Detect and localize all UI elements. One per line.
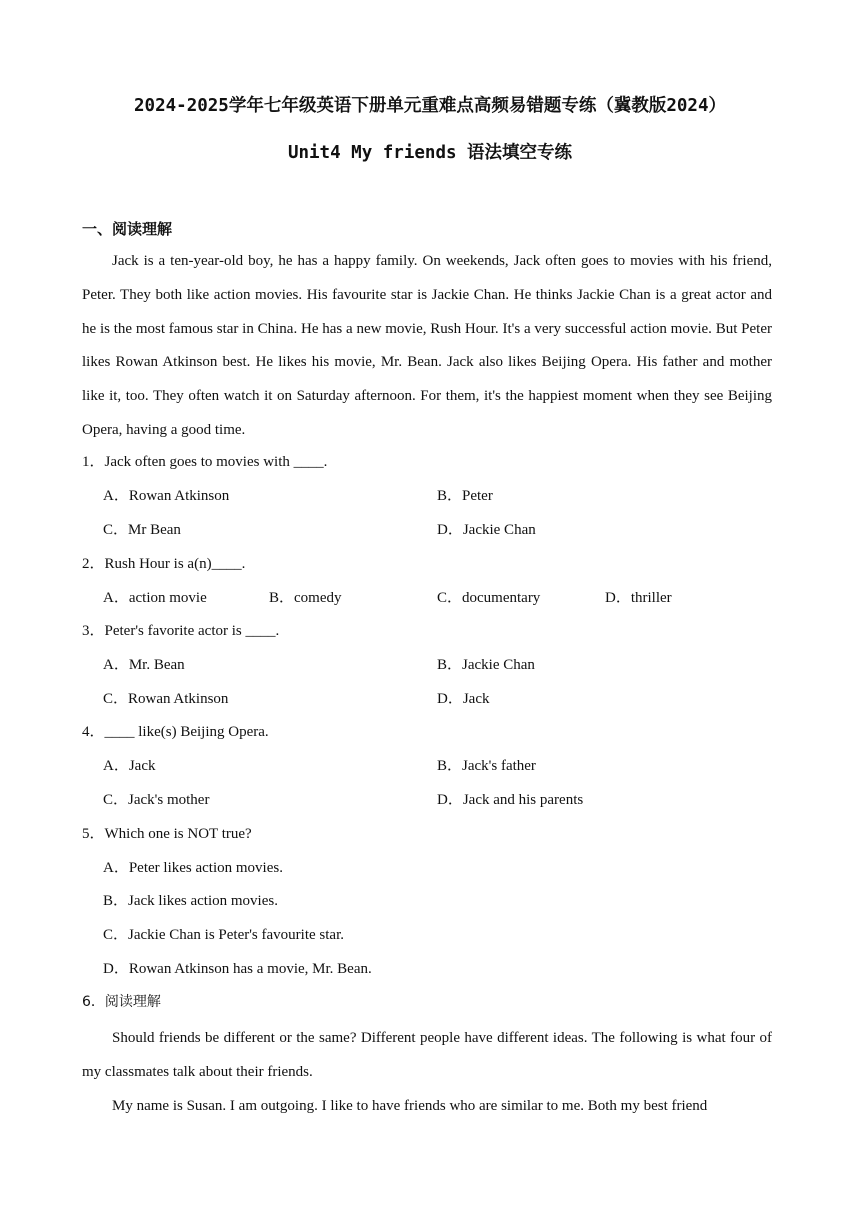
question-4-option-c: C．Jack's mother <box>103 792 210 808</box>
question-5-option-a: A．Peter likes action movies. <box>103 860 283 876</box>
reading-passage-1: Jack is a ten-year-old boy, he has a happy family. On weekends, Jack often goes to movies with his friend, Peter. They both like action movies. His favourite star is Jackie Chan. He thinks Jackie Chan is a great actor and he is the most famous star in China. He has a new movie, Rush Hour. It's a very successful action movie. But Peter likes Rowan Atkinson best. He likes his movie, Mr. Bean. Jack also likes Beijing Opera. His father and mother like it, too. They often watch it on Saturday afternoon. For them, it's the happiest moment when they see Beijing Opera, having a good time. <box>82 253 772 438</box>
question-3-stem: 3．Peter's favorite actor is ____. <box>82 623 280 639</box>
question-3-option-a: A．Mr. Bean <box>103 657 185 673</box>
question-3-option-d: D．Jack <box>437 691 490 707</box>
document-title: 2024-2025学年七年级英语下册单元重难点高频易错题专练（冀教版2024） <box>134 96 726 116</box>
question-6-stem: 6．阅读理解 <box>82 994 161 1010</box>
question-5-option-c: C．Jackie Chan is Peter's favourite star. <box>103 927 344 943</box>
question-1-option-a: A．Rowan Atkinson <box>103 488 230 504</box>
section-heading: 一、阅读理解 <box>82 220 173 238</box>
question-2-option-d: D．thriller <box>605 590 672 606</box>
question-4-option-b: B．Jack's father <box>437 758 536 774</box>
question-5-option-d: D．Rowan Atkinson has a movie, Mr. Bean. <box>103 961 372 977</box>
question-5-stem: 5．Which one is NOT true? <box>82 826 252 842</box>
question-4-stem: 4．____ like(s) Beijing Opera. <box>82 724 269 740</box>
question-2-option-c: C．documentary <box>437 590 541 606</box>
reading-passage-3: My name is Susan. I am outgoing. I like to have friends who are similar to me. Both my best friend <box>112 1098 708 1114</box>
question-1-option-b: B．Peter <box>437 488 493 504</box>
question-3-option-c: C．Rowan Atkinson <box>103 691 229 707</box>
document-subtitle: Unit4 My friends 语法填空专练 <box>287 143 573 163</box>
question-1-stem: 1．Jack often goes to movies with ____. <box>82 454 328 470</box>
reading-passage-2: Should friends be different or the same? Different people have different ideas. The following is what four of my classmates talk about their friends. <box>82 1030 772 1080</box>
question-2-stem: 2．Rush Hour is a(n)____. <box>82 556 246 572</box>
question-5-option-b: B．Jack likes action movies. <box>103 893 278 909</box>
question-1-option-d: D．Jackie Chan <box>437 522 536 538</box>
question-3-option-b: B．Jackie Chan <box>437 657 535 673</box>
question-4-option-d: D．Jack and his parents <box>437 792 584 808</box>
question-2-option-a: A．action movie <box>103 590 207 606</box>
question-1-option-c: C．Mr Bean <box>103 522 181 538</box>
question-2-option-b: B．comedy <box>269 590 342 606</box>
question-4-option-a: A．Jack <box>103 758 156 774</box>
